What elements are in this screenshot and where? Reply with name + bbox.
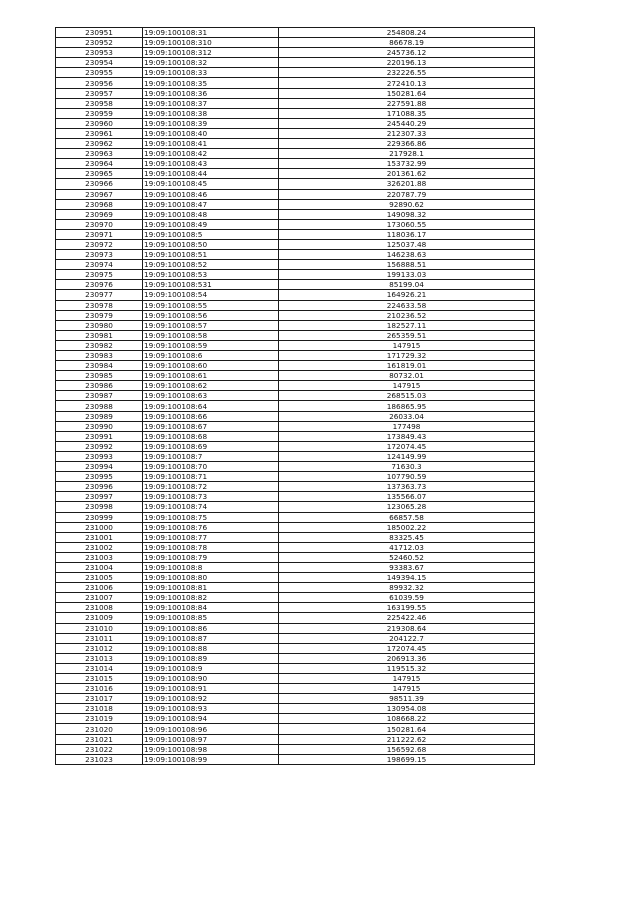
cadastral-number-cell: 19:09:100108:74 [143, 502, 279, 512]
record-id-cell: 231008 [56, 603, 143, 613]
amount-cell: 212307.33 [279, 128, 535, 138]
table-row [56, 431, 535, 441]
record-id-cell: 231001 [56, 532, 143, 542]
record-id-cell: 230954 [56, 58, 143, 68]
amount-cell: 66857.58 [279, 512, 535, 522]
cadastral-number-cell: 19:09:100108:59 [143, 340, 279, 350]
cadastral-number-cell: 19:09:100108:67 [143, 421, 279, 431]
cadastral-number-cell: 19:09:100108:86 [143, 623, 279, 633]
record-id-cell: 230987 [56, 391, 143, 401]
table-row [56, 290, 535, 300]
record-id-cell: 230981 [56, 330, 143, 340]
amount-cell: 272410.13 [279, 78, 535, 88]
table-row [56, 118, 535, 128]
cadastral-number-cell: 19:09:100108:55 [143, 300, 279, 310]
cadastral-number-cell: 19:09:100108:48 [143, 209, 279, 219]
amount-cell: 61039.59 [279, 593, 535, 603]
record-id-cell: 230999 [56, 512, 143, 522]
table-row [56, 149, 535, 159]
table-row [56, 684, 535, 694]
cadastral-number-cell: 19:09:100108:79 [143, 552, 279, 562]
record-id-cell: 230972 [56, 239, 143, 249]
amount-cell: 245736.12 [279, 48, 535, 58]
table-row [56, 229, 535, 239]
amount-cell: 118036.17 [279, 229, 535, 239]
cadastral-number-cell: 19:09:100108:54 [143, 290, 279, 300]
record-id-cell: 230986 [56, 381, 143, 391]
record-id-cell: 230953 [56, 48, 143, 58]
amount-cell: 130954.08 [279, 704, 535, 714]
amount-cell: 156888.51 [279, 260, 535, 270]
cadastral-number-cell: 19:09:100108:81 [143, 583, 279, 593]
record-id-cell: 230955 [56, 68, 143, 78]
table-row [56, 371, 535, 381]
record-id-cell: 230985 [56, 371, 143, 381]
table-row [56, 583, 535, 593]
record-id-cell: 230983 [56, 351, 143, 361]
table-row [56, 78, 535, 88]
record-id-cell: 230988 [56, 401, 143, 411]
cadastral-number-cell: 19:09:100108:33 [143, 68, 279, 78]
amount-cell: 108668.22 [279, 714, 535, 724]
cadastral-number-cell: 19:09:100108:8 [143, 562, 279, 572]
table-row [56, 522, 535, 532]
table-row [56, 674, 535, 684]
amount-cell: 153732.99 [279, 159, 535, 169]
amount-cell: 172074.45 [279, 441, 535, 451]
cadastral-number-cell: 19:09:100108:58 [143, 330, 279, 340]
amount-cell: 83325.45 [279, 532, 535, 542]
record-id-cell: 230965 [56, 169, 143, 179]
table-row [56, 250, 535, 260]
cadastral-number-cell: 19:09:100108:90 [143, 674, 279, 684]
cadastral-number-cell: 19:09:100108:63 [143, 391, 279, 401]
table-row [56, 169, 535, 179]
record-id-cell: 231012 [56, 643, 143, 653]
table-row [56, 421, 535, 431]
data-table [55, 27, 535, 765]
amount-cell: 149394.15 [279, 573, 535, 583]
table-row [56, 663, 535, 673]
cadastral-number-cell: 19:09:100108:7 [143, 451, 279, 461]
amount-cell: 173849.43 [279, 431, 535, 441]
record-id-cell: 231007 [56, 593, 143, 603]
record-id-cell: 230976 [56, 280, 143, 290]
table-row [56, 88, 535, 98]
cadastral-number-cell: 19:09:100108:37 [143, 98, 279, 108]
amount-cell: 93383.67 [279, 562, 535, 572]
record-id-cell: 230971 [56, 229, 143, 239]
table-row [56, 300, 535, 310]
record-id-cell: 230979 [56, 310, 143, 320]
amount-cell: 171729.32 [279, 351, 535, 361]
amount-cell: 147915 [279, 340, 535, 350]
cadastral-number-cell: 19:09:100108:69 [143, 441, 279, 451]
record-id-cell: 230978 [56, 300, 143, 310]
amount-cell: 150281.64 [279, 88, 535, 98]
table-row [56, 714, 535, 724]
amount-cell: 147915 [279, 684, 535, 694]
record-id-cell: 231005 [56, 573, 143, 583]
table-row [56, 98, 535, 108]
record-id-cell: 231011 [56, 633, 143, 643]
table-row [56, 643, 535, 653]
cadastral-number-cell: 19:09:100108:75 [143, 512, 279, 522]
table-row [56, 744, 535, 754]
table-row [56, 704, 535, 714]
amount-cell: 198699.15 [279, 754, 535, 764]
cadastral-number-cell: 19:09:100108:36 [143, 88, 279, 98]
amount-cell: 135566.07 [279, 492, 535, 502]
amount-cell: 71630.3 [279, 462, 535, 472]
record-id-cell: 230951 [56, 28, 143, 38]
record-id-cell: 230952 [56, 38, 143, 48]
record-id-cell: 230966 [56, 179, 143, 189]
amount-cell: 125037.48 [279, 239, 535, 249]
cadastral-number-cell: 19:09:100108:46 [143, 189, 279, 199]
cadastral-number-cell: 19:09:100108:49 [143, 219, 279, 229]
cadastral-number-cell: 19:09:100108:76 [143, 522, 279, 532]
record-id-cell: 231006 [56, 583, 143, 593]
table-row [56, 330, 535, 340]
cadastral-number-cell: 19:09:100108:60 [143, 361, 279, 371]
amount-cell: 86678.19 [279, 38, 535, 48]
amount-cell: 186865.95 [279, 401, 535, 411]
table-row [56, 411, 535, 421]
cadastral-number-cell: 19:09:100108:45 [143, 179, 279, 189]
amount-cell: 211222.62 [279, 734, 535, 744]
amount-cell: 164926.21 [279, 290, 535, 300]
cadastral-number-cell: 19:09:100108:99 [143, 754, 279, 764]
cadastral-number-cell: 19:09:100108:310 [143, 38, 279, 48]
cadastral-number-cell: 19:09:100108:531 [143, 280, 279, 290]
amount-cell: 98511.39 [279, 694, 535, 704]
amount-cell: 210236.52 [279, 310, 535, 320]
record-id-cell: 230980 [56, 320, 143, 330]
record-id-cell: 230960 [56, 118, 143, 128]
table-row [56, 441, 535, 451]
record-id-cell: 230974 [56, 260, 143, 270]
table-row [56, 391, 535, 401]
cadastral-number-cell: 19:09:100108:35 [143, 78, 279, 88]
amount-cell: 265359.51 [279, 330, 535, 340]
cadastral-number-cell: 19:09:100108:62 [143, 381, 279, 391]
cadastral-number-cell: 19:09:100108:5 [143, 229, 279, 239]
cadastral-number-cell: 19:09:100108:85 [143, 613, 279, 623]
amount-cell: 171088.35 [279, 108, 535, 118]
cadastral-number-cell: 19:09:100108:53 [143, 270, 279, 280]
cadastral-number-cell: 19:09:100108:41 [143, 139, 279, 149]
cadastral-number-cell: 19:09:100108:96 [143, 724, 279, 734]
amount-cell: 326201.88 [279, 179, 535, 189]
record-id-cell: 230959 [56, 108, 143, 118]
cadastral-number-cell: 19:09:100108:66 [143, 411, 279, 421]
record-id-cell: 230992 [56, 441, 143, 451]
cadastral-number-cell: 19:09:100108:94 [143, 714, 279, 724]
amount-cell: 227591.88 [279, 98, 535, 108]
record-id-cell: 231015 [56, 674, 143, 684]
record-id-cell: 230956 [56, 78, 143, 88]
cadastral-number-cell: 19:09:100108:312 [143, 48, 279, 58]
record-id-cell: 230961 [56, 128, 143, 138]
amount-cell: 185002.22 [279, 522, 535, 532]
cadastral-number-cell: 19:09:100108:47 [143, 199, 279, 209]
cadastral-number-cell: 19:09:100108:97 [143, 734, 279, 744]
table-row [56, 270, 535, 280]
table-row [56, 754, 535, 764]
cadastral-number-cell: 19:09:100108:70 [143, 462, 279, 472]
cadastral-number-cell: 19:09:100108:40 [143, 128, 279, 138]
cadastral-number-cell: 19:09:100108:72 [143, 482, 279, 492]
table-row [56, 128, 535, 138]
table-row [56, 209, 535, 219]
record-id-cell: 231017 [56, 694, 143, 704]
table-row [56, 623, 535, 633]
table-row [56, 139, 535, 149]
table-row [56, 260, 535, 270]
cadastral-number-cell: 19:09:100108:50 [143, 239, 279, 249]
amount-cell: 254808.24 [279, 28, 535, 38]
table-row [56, 462, 535, 472]
record-id-cell: 230996 [56, 482, 143, 492]
cadastral-number-cell: 19:09:100108:92 [143, 694, 279, 704]
record-id-cell: 230994 [56, 462, 143, 472]
amount-cell: 220787.79 [279, 189, 535, 199]
table-row [56, 734, 535, 744]
amount-cell: 147915 [279, 381, 535, 391]
record-id-cell: 231021 [56, 734, 143, 744]
cadastral-number-cell: 19:09:100108:91 [143, 684, 279, 694]
amount-cell: 150281.64 [279, 724, 535, 734]
table-row [56, 482, 535, 492]
amount-cell: 156592.68 [279, 744, 535, 754]
record-id-cell: 231022 [56, 744, 143, 754]
amount-cell: 92890.62 [279, 199, 535, 209]
amount-cell: 225422.46 [279, 613, 535, 623]
table-row [56, 381, 535, 391]
cadastral-number-cell: 19:09:100108:93 [143, 704, 279, 714]
table-row [56, 694, 535, 704]
table-row [56, 28, 535, 38]
amount-cell: 177498 [279, 421, 535, 431]
cadastral-number-cell: 19:09:100108:80 [143, 573, 279, 583]
table-row [56, 340, 535, 350]
cadastral-number-cell: 19:09:100108:89 [143, 653, 279, 663]
table-row [56, 552, 535, 562]
cadastral-number-cell: 19:09:100108:78 [143, 542, 279, 552]
amount-cell: 146238.63 [279, 250, 535, 260]
table-row [56, 573, 535, 583]
amount-cell: 137363.73 [279, 482, 535, 492]
cadastral-number-cell: 19:09:100108:82 [143, 593, 279, 603]
table-row [56, 280, 535, 290]
record-id-cell: 231014 [56, 663, 143, 673]
table-row [56, 38, 535, 48]
record-id-cell: 230997 [56, 492, 143, 502]
record-id-cell: 230968 [56, 199, 143, 209]
amount-cell: 224633.58 [279, 300, 535, 310]
table-row [56, 179, 535, 189]
amount-cell: 219308.64 [279, 623, 535, 633]
cadastral-number-cell: 19:09:100108:87 [143, 633, 279, 643]
amount-cell: 199133.03 [279, 270, 535, 280]
table-body [56, 28, 535, 765]
table-row [56, 542, 535, 552]
amount-cell: 217928.1 [279, 149, 535, 159]
amount-cell: 124149.99 [279, 451, 535, 461]
record-id-cell: 230982 [56, 340, 143, 350]
table-row [56, 159, 535, 169]
record-id-cell: 230962 [56, 139, 143, 149]
cadastral-number-cell: 19:09:100108:52 [143, 260, 279, 270]
table-row [56, 58, 535, 68]
amount-cell: 26033.04 [279, 411, 535, 421]
record-id-cell: 230989 [56, 411, 143, 421]
table-row [56, 512, 535, 522]
table-row [56, 68, 535, 78]
amount-cell: 149098.32 [279, 209, 535, 219]
amount-cell: 220196.13 [279, 58, 535, 68]
record-id-cell: 231004 [56, 562, 143, 572]
amount-cell: 147915 [279, 674, 535, 684]
table-row [56, 239, 535, 249]
amount-cell: 182527.11 [279, 320, 535, 330]
table-row [56, 633, 535, 643]
record-id-cell: 230998 [56, 502, 143, 512]
table-row [56, 199, 535, 209]
amount-cell: 206913.36 [279, 653, 535, 663]
cadastral-number-cell: 19:09:100108:56 [143, 310, 279, 320]
record-id-cell: 231010 [56, 623, 143, 633]
record-id-cell: 230970 [56, 219, 143, 229]
amount-cell: 80732.01 [279, 371, 535, 381]
record-id-cell: 230975 [56, 270, 143, 280]
table-row [56, 613, 535, 623]
record-id-cell: 230957 [56, 88, 143, 98]
table-row [56, 472, 535, 482]
record-id-cell: 230993 [56, 451, 143, 461]
cadastral-number-cell: 19:09:100108:31 [143, 28, 279, 38]
amount-cell: 41712.03 [279, 542, 535, 552]
cadastral-number-cell: 19:09:100108:77 [143, 532, 279, 542]
record-id-cell: 231002 [56, 542, 143, 552]
cadastral-number-cell: 19:09:100108:57 [143, 320, 279, 330]
cadastral-number-cell: 19:09:100108:39 [143, 118, 279, 128]
cadastral-number-cell: 19:09:100108:42 [143, 149, 279, 159]
amount-cell: 119515.32 [279, 663, 535, 673]
record-id-cell: 230964 [56, 159, 143, 169]
table-row [56, 653, 535, 663]
record-id-cell: 231013 [56, 653, 143, 663]
table-row [56, 351, 535, 361]
cadastral-number-cell: 19:09:100108:32 [143, 58, 279, 68]
record-id-cell: 230977 [56, 290, 143, 300]
cadastral-number-cell: 19:09:100108:88 [143, 643, 279, 653]
table-row [56, 593, 535, 603]
table-row [56, 189, 535, 199]
amount-cell: 201361.62 [279, 169, 535, 179]
table-row [56, 320, 535, 330]
table-row [56, 603, 535, 613]
record-id-cell: 231023 [56, 754, 143, 764]
cadastral-number-cell: 19:09:100108:61 [143, 371, 279, 381]
cadastral-number-cell: 19:09:100108:38 [143, 108, 279, 118]
cadastral-number-cell: 19:09:100108:71 [143, 472, 279, 482]
table-row [56, 310, 535, 320]
record-id-cell: 230973 [56, 250, 143, 260]
amount-cell: 172074.45 [279, 643, 535, 653]
cadastral-number-cell: 19:09:100108:9 [143, 663, 279, 673]
table-row [56, 48, 535, 58]
amount-cell: 89932.32 [279, 583, 535, 593]
amount-cell: 173060.55 [279, 219, 535, 229]
record-id-cell: 231018 [56, 704, 143, 714]
record-id-cell: 231020 [56, 724, 143, 734]
record-id-cell: 230991 [56, 431, 143, 441]
record-id-cell: 231009 [56, 613, 143, 623]
amount-cell: 268515.03 [279, 391, 535, 401]
amount-cell: 163199.55 [279, 603, 535, 613]
table-row [56, 401, 535, 411]
table-row [56, 562, 535, 572]
record-id-cell: 231019 [56, 714, 143, 724]
amount-cell: 204122.7 [279, 633, 535, 643]
cadastral-number-cell: 19:09:100108:84 [143, 603, 279, 613]
table-row [56, 108, 535, 118]
cadastral-number-cell: 19:09:100108:6 [143, 351, 279, 361]
amount-cell: 123065.28 [279, 502, 535, 512]
amount-cell: 52460.52 [279, 552, 535, 562]
table-row [56, 532, 535, 542]
cadastral-number-cell: 19:09:100108:44 [143, 169, 279, 179]
cadastral-number-cell: 19:09:100108:98 [143, 744, 279, 754]
record-id-cell: 230967 [56, 189, 143, 199]
amount-cell: 232226.55 [279, 68, 535, 78]
amount-cell: 85199.04 [279, 280, 535, 290]
cadastral-number-cell: 19:09:100108:73 [143, 492, 279, 502]
record-id-cell: 230995 [56, 472, 143, 482]
amount-cell: 245440.29 [279, 118, 535, 128]
amount-cell: 229366.86 [279, 139, 535, 149]
record-id-cell: 230990 [56, 421, 143, 431]
record-id-cell: 230963 [56, 149, 143, 159]
record-id-cell: 230984 [56, 361, 143, 371]
table-row [56, 361, 535, 371]
amount-cell: 161819.01 [279, 361, 535, 371]
record-id-cell: 231003 [56, 552, 143, 562]
table-row [56, 502, 535, 512]
table-row [56, 451, 535, 461]
table-row [56, 219, 535, 229]
record-id-cell: 230969 [56, 209, 143, 219]
cadastral-number-cell: 19:09:100108:43 [143, 159, 279, 169]
table-row [56, 492, 535, 502]
cadastral-number-cell: 19:09:100108:64 [143, 401, 279, 411]
record-id-cell: 230958 [56, 98, 143, 108]
cadastral-number-cell: 19:09:100108:51 [143, 250, 279, 260]
amount-cell: 107790.59 [279, 472, 535, 482]
record-id-cell: 231016 [56, 684, 143, 694]
cadastral-number-cell: 19:09:100108:68 [143, 431, 279, 441]
table-row [56, 724, 535, 734]
record-id-cell: 231000 [56, 522, 143, 532]
